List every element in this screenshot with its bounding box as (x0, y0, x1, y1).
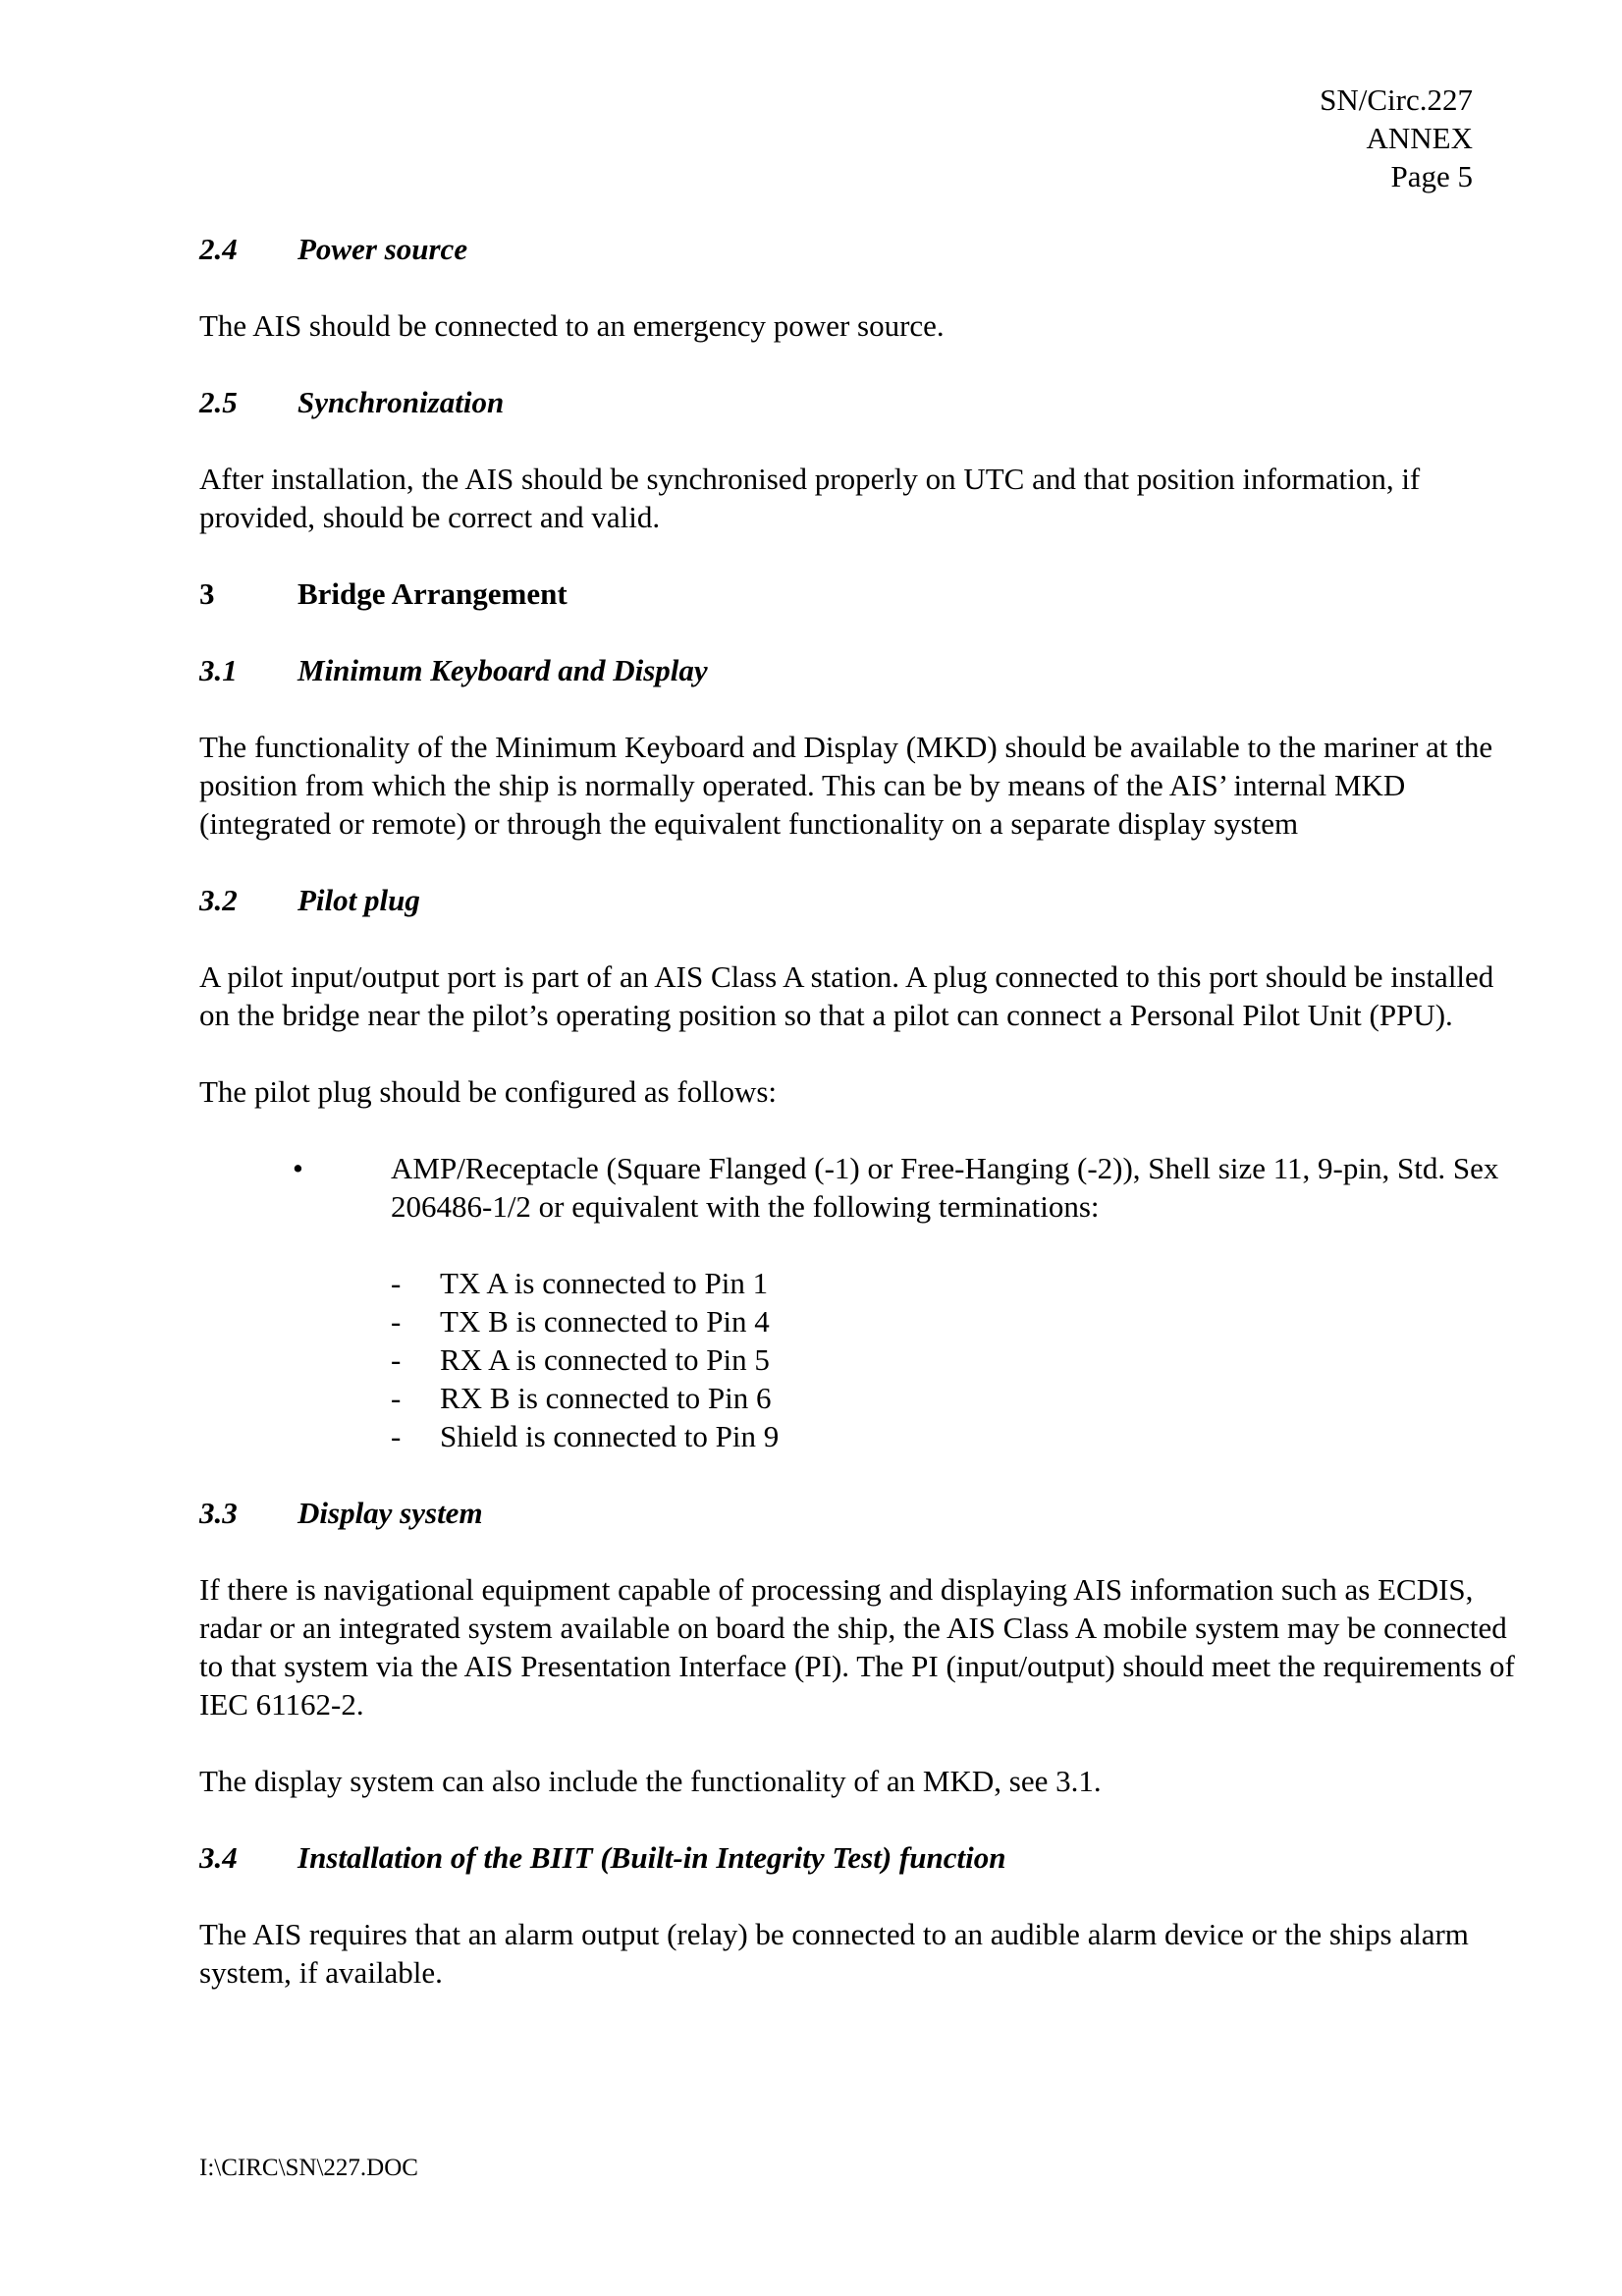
section-heading-3-3 (199, 1494, 1515, 1532)
bullet-item (199, 1149, 1515, 1226)
section-title: Display system (297, 1496, 483, 1530)
list-item (391, 1417, 1515, 1455)
bullet-symbol: • (293, 1151, 303, 1185)
list-item-text: Shield is connected to Pin 9 (440, 1419, 780, 1453)
dash-marker: - (391, 1381, 402, 1415)
paragraph: The AIS should be connected to an emergency power source. (199, 308, 945, 343)
section-heading-3-1 (199, 651, 1515, 689)
paragraph: The display system can also include the functionality of an MKD, see 3.1. (199, 1764, 1102, 1798)
section-title: Bridge Arrangement (297, 576, 568, 611)
list-item (391, 1340, 1515, 1379)
paragraph: A pilot input/output port is part of an AIS Class A station. A plug connected to this port should be installed on the bridge near the pilot’s operating position so that a pilot can connect a Personal Pilot Unit (PPU). (199, 959, 1494, 1032)
section-number: 3.2 (199, 883, 238, 917)
list-item-text: RX A is connected to Pin 5 (440, 1342, 770, 1377)
page-header (1320, 81, 1473, 195)
section-number: 3.3 (199, 1496, 238, 1530)
paragraph: After installation, the AIS should be synchronised properly on UTC and that position information, if provided, should be correct and valid. (199, 462, 1421, 534)
bullet-text: AMP/Receptacle (Square Flanged (-1) or Free-Hanging (-2)), Shell size 11, 9-pin, Std. Sex 206486-1/2 or equivalent with the following terminations: (391, 1151, 1499, 1224)
section-number: 2.5 (199, 385, 238, 419)
section-title: Installation of the BIIT (Built-in Integrity Test) function (297, 1840, 1006, 1875)
section-heading-3 (199, 574, 1515, 613)
list-item-text: RX B is connected to Pin 6 (440, 1381, 772, 1415)
section-title: Power source (297, 232, 468, 266)
document-body (199, 230, 1515, 1992)
section-heading-2-4 (199, 230, 1515, 268)
section-title: Pilot plug (297, 883, 420, 917)
termination-list (199, 1264, 1515, 1455)
annex-label: ANNEX (1366, 121, 1473, 155)
section-number: 3.1 (199, 653, 238, 687)
list-item-text: TX A is connected to Pin 1 (440, 1266, 769, 1300)
dash-marker: - (391, 1266, 402, 1300)
dash-marker: - (391, 1342, 402, 1377)
paragraph: If there is navigational equipment capable of processing and displaying AIS information such as ECDIS, radar or an integrated system available on board the ship, the AIS Class A mobile system may be connected to that system via the AIS Presentation Interface (PI). The PI (input/output) should meet the requirements of IEC 61162-2. (199, 1572, 1515, 1722)
page-number: Page 5 (1390, 159, 1473, 193)
dash-marker: - (391, 1304, 402, 1339)
section-heading-3-2 (199, 881, 1515, 919)
paragraph: The pilot plug should be configured as follows: (199, 1074, 778, 1109)
file-path-footer: I:\CIRC\SN\227.DOC (199, 2155, 418, 2181)
section-heading-3-4 (199, 1838, 1515, 1877)
section-number: 2.4 (199, 232, 238, 266)
list-item (391, 1302, 1515, 1340)
circular-reference: SN/Circ.227 (1320, 82, 1473, 117)
section-heading-2-5 (199, 383, 1515, 421)
list-item-text: TX B is connected to Pin 4 (440, 1304, 770, 1339)
section-number: 3 (199, 576, 215, 611)
section-title: Minimum Keyboard and Display (297, 653, 708, 687)
section-title: Synchronization (297, 385, 505, 419)
dash-marker: - (391, 1419, 402, 1453)
list-item (391, 1379, 1515, 1417)
paragraph: The functionality of the Minimum Keyboard and Display (MKD) should be available to the mariner at the position from which the ship is normally operated. This can be by means of the AIS’ internal MKD (integrated or remote) or through the equivalent functionality on a separate display system (199, 730, 1493, 841)
list-item (391, 1264, 1515, 1302)
section-number: 3.4 (199, 1840, 238, 1875)
paragraph: The AIS requires that an alarm output (relay) be connected to an audible alarm device or the ships alarm system, if available. (199, 1917, 1469, 1990)
